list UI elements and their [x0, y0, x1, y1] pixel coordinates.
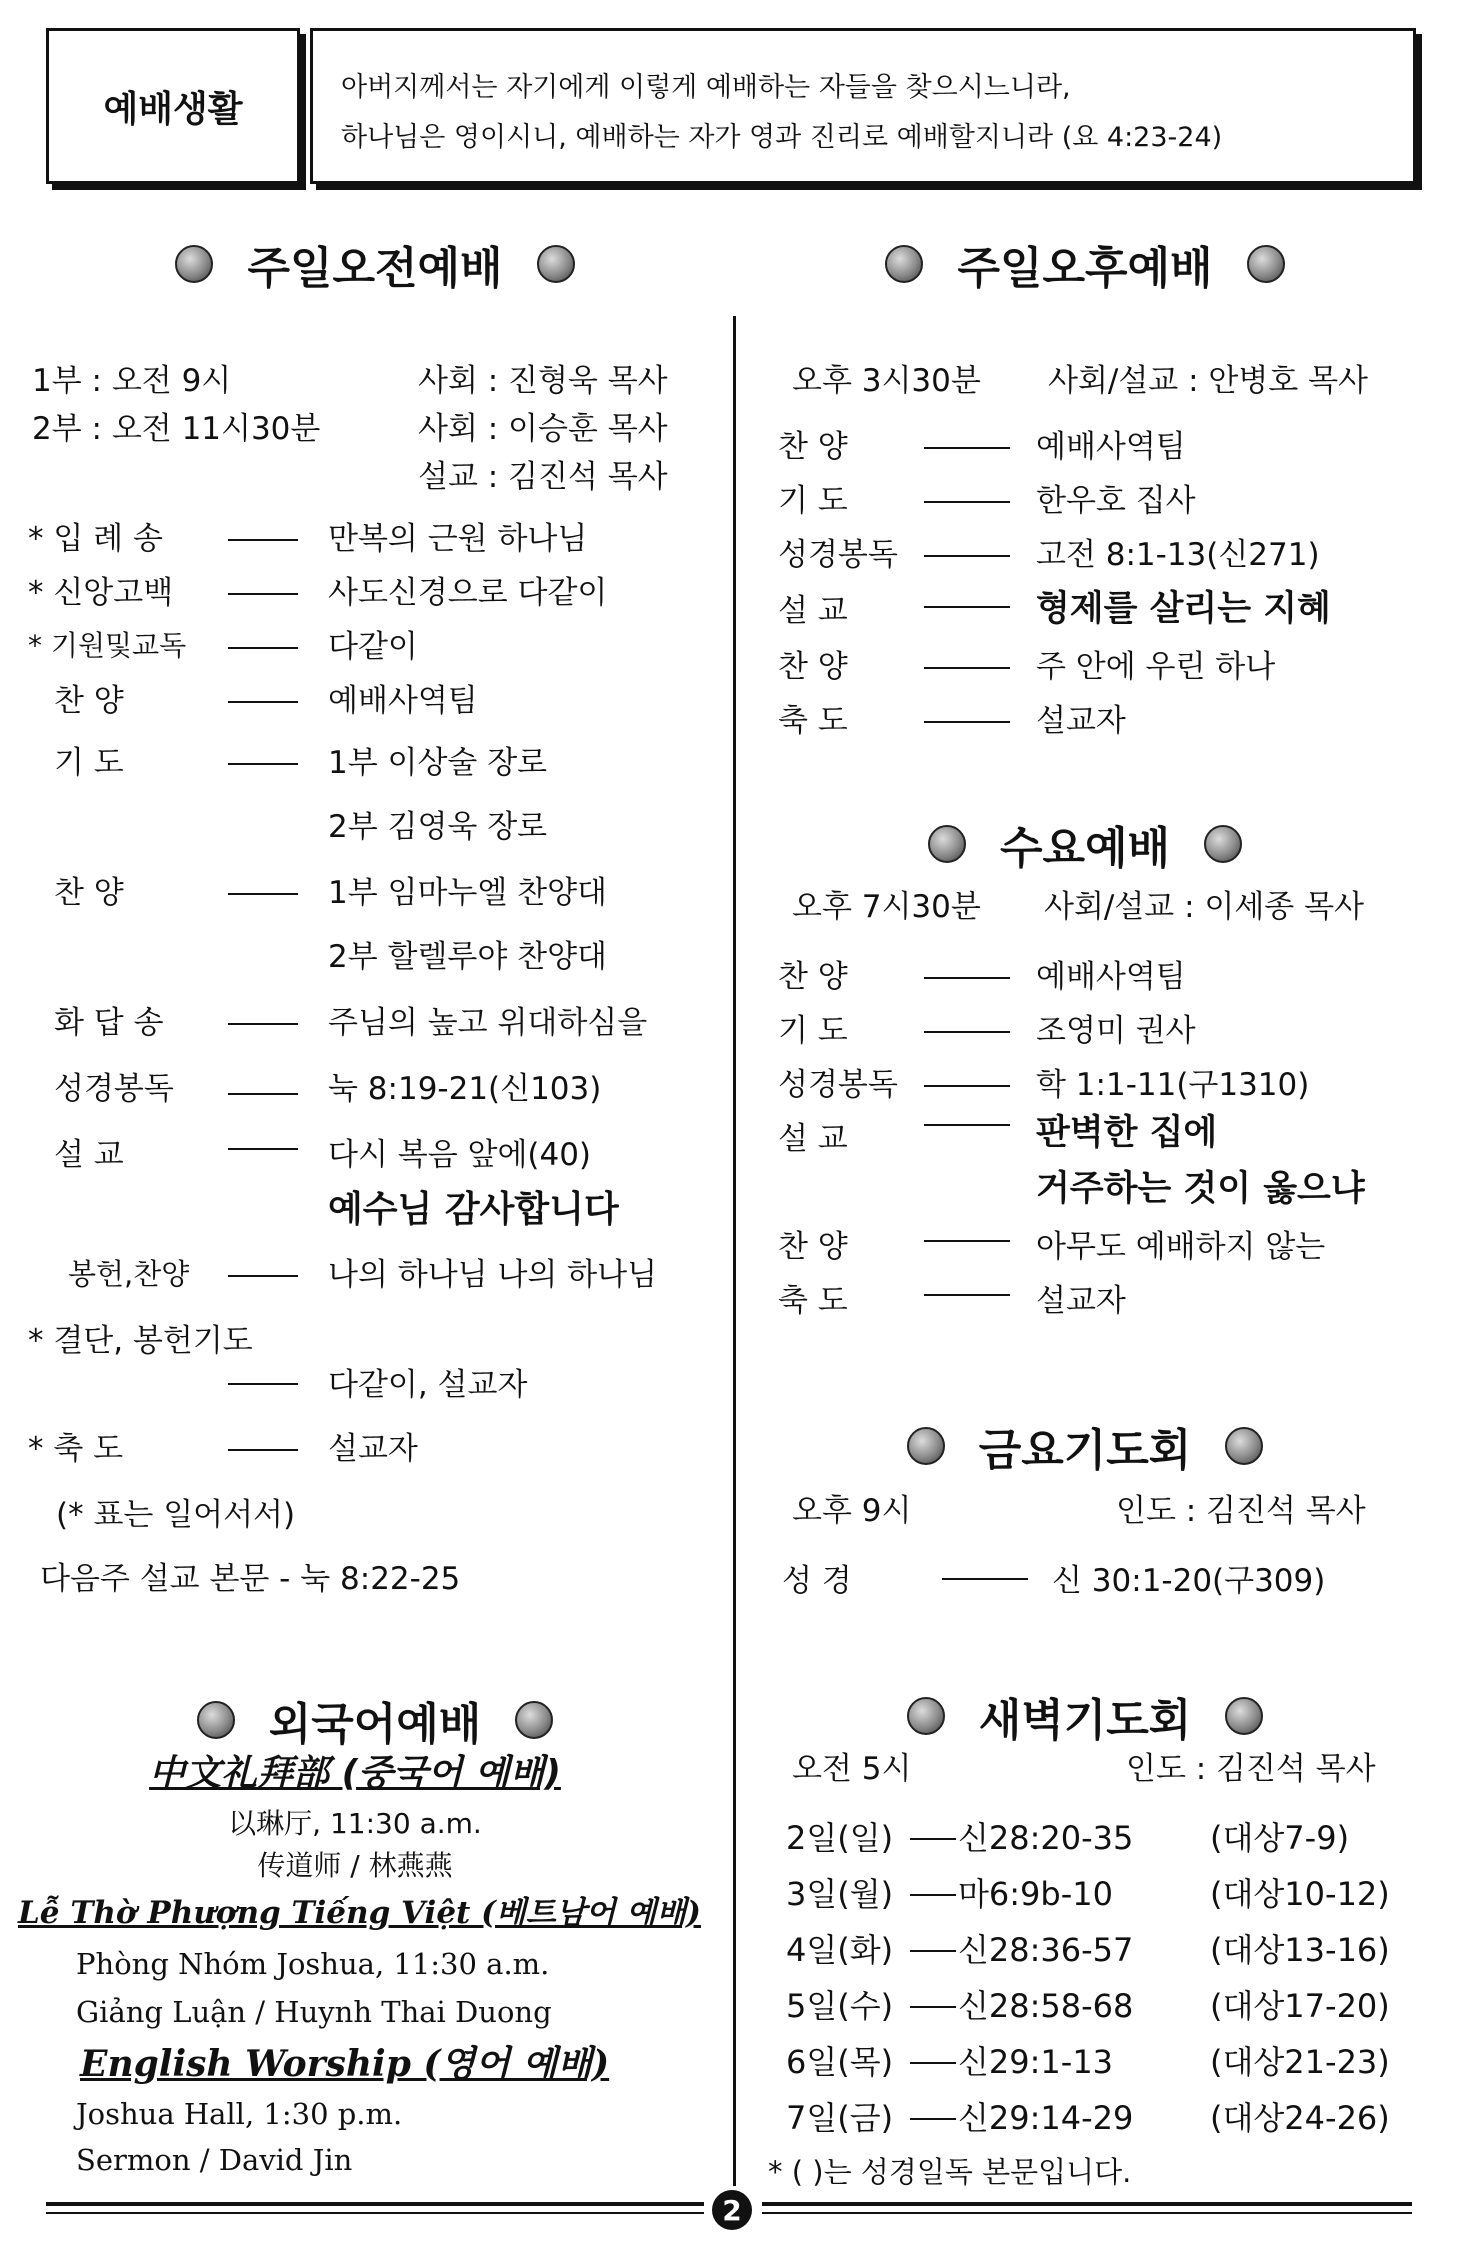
order-value: 눅 8:19-21(신103)	[328, 1071, 602, 1107]
order-label: * 입 례 송	[28, 521, 163, 557]
friday-leader: 인도 : 김진석 목사	[1116, 1493, 1366, 1529]
order-value: 한우호 집사	[1036, 483, 1196, 519]
bullet-dot-icon	[928, 825, 966, 863]
dawn-text: 신28:20-35	[958, 1819, 1134, 1857]
afternoon-host: 사회/설교 : 안병호 목사	[1048, 363, 1368, 399]
order-label: 기 도	[778, 1013, 848, 1049]
morning-time-1: 1부 : 오전 9시	[32, 363, 232, 399]
dawn-text: 신28:58-68	[958, 1987, 1134, 2025]
bullet-dot-icon	[1225, 1697, 1263, 1735]
order-value: 다같이	[328, 629, 418, 665]
order-label: 기 도	[54, 745, 124, 781]
order-label: 화 답 송	[54, 1005, 164, 1041]
bullet-dot-icon	[1204, 825, 1242, 863]
morning-title: 주일오전예배	[247, 243, 503, 294]
next-week-text: 다음주 설교 본문 - 눅 8:22-25	[40, 1561, 461, 1597]
wednesday-title: 수요예배	[999, 823, 1170, 874]
order-label: 성경봉독	[54, 1071, 174, 1107]
order-label: * 결단, 봉헌기도	[28, 1323, 253, 1359]
order-value: 예배사역팀	[1036, 429, 1186, 465]
order-label: 찬 양	[778, 429, 848, 465]
order-value: 만복의 근원 하나님	[328, 521, 588, 557]
english-worship-place: Joshua Hall, 1:30 p.m.	[76, 2097, 403, 2131]
standing-note: (* 표는 일어서서)	[56, 1497, 296, 1533]
order-label: 성 경	[782, 1563, 852, 1599]
dawn-reading: (대상17-20)	[1210, 1987, 1390, 2025]
order-label: * 기원및교독	[28, 629, 187, 662]
order-label: * 신앙고백	[28, 575, 174, 611]
dawn-text: 신29:1-13	[958, 2043, 1114, 2081]
viet-worship-title: Lễ Thờ Phượng Tiếng Việt (베트남어 예배)	[18, 1895, 701, 1931]
sermon-title: 예수님 감사합니다	[328, 1189, 619, 1230]
foreign-title: 외국어예배	[268, 1699, 482, 1750]
dawn-time: 오전 5시	[792, 1751, 912, 1787]
morning-host-1: 사회 : 진형욱 목사	[418, 363, 668, 399]
viet-worship-place: Phòng Nhóm Joshua, 11:30 a.m.	[76, 1947, 550, 1981]
chinese-worship-title: 中文礼拜部 (중국어 예배)	[149, 1753, 561, 1794]
sermon-title: 형제를 살리는 지혜	[1036, 589, 1331, 629]
wednesday-host: 사회/설교 : 이세종 목사	[1044, 889, 1364, 925]
order-label: 설 교	[54, 1137, 124, 1173]
order-value: 고전 8:1-13(신271)	[1036, 537, 1320, 573]
order-value: 학 1:1-11(구1310)	[1036, 1067, 1310, 1103]
bullet-dot-icon	[197, 1701, 235, 1739]
footer-rule	[762, 2212, 1412, 2214]
english-worship-preacher: Sermon / David Jin	[76, 2143, 353, 2177]
friday-time: 오후 9시	[792, 1493, 912, 1529]
order-label: 찬 양	[54, 683, 124, 719]
order-label: 설 교	[778, 593, 848, 629]
order-value: 주 안에 우린 하나	[1036, 649, 1276, 685]
dawn-reading: (대상7-9)	[1210, 1819, 1350, 1857]
afternoon-title: 주일오후예배	[957, 243, 1213, 294]
morning-preacher: 설교 : 김진석 목사	[418, 459, 668, 495]
dawn-reading: (대상24-26)	[1210, 2099, 1390, 2137]
dawn-leader: 인도 : 김진석 목사	[1126, 1751, 1376, 1787]
order-label: 봉헌,찬양	[68, 1257, 190, 1291]
order-value: 설교자	[1036, 703, 1126, 739]
order-label: 찬 양	[778, 1229, 848, 1265]
friday-title: 금요기도회	[978, 1425, 1192, 1476]
bullet-dot-icon	[537, 245, 575, 283]
order-label: 축 도	[778, 1283, 848, 1319]
sermon-title: 거주하는 것이 옳으냐	[1036, 1169, 1365, 1209]
order-value: 아무도 예배하지 않는	[1036, 1229, 1326, 1265]
order-value: 1부 임마누엘 찬양대	[328, 875, 607, 911]
footer-rule	[762, 2202, 1412, 2206]
order-value: 예배사역팀	[328, 683, 478, 719]
wednesday-title-row	[750, 812, 1420, 876]
bullet-dot-icon	[1225, 1427, 1263, 1465]
bullet-dot-icon	[885, 245, 923, 283]
bullet-dot-icon	[907, 1697, 945, 1735]
order-value: 2부 김영욱 장로	[328, 809, 548, 845]
order-value: 사도신경으로 다같이	[328, 575, 608, 611]
dawn-day: 4일(화)	[786, 1931, 894, 1969]
footer-rule	[46, 2202, 704, 2206]
verse-box	[310, 28, 1416, 184]
dawn-title-row	[750, 1684, 1420, 1748]
order-label: 찬 양	[778, 959, 848, 995]
bullet-dot-icon	[1247, 245, 1285, 283]
bullet-dot-icon	[175, 245, 213, 283]
afternoon-title-row	[750, 232, 1420, 296]
bullet-dot-icon	[907, 1427, 945, 1465]
order-label: 기 도	[778, 483, 848, 519]
order-label: 축 도	[778, 703, 848, 739]
order-label: 찬 양	[54, 875, 124, 911]
order-value: 신 30:1-20(구309)	[1052, 1563, 1326, 1599]
order-value: 설교자	[1036, 1283, 1126, 1319]
chinese-worship-place: 以琳厅, 11:30 a.m.	[228, 1807, 482, 1840]
viet-worship-preacher: Giảng Luận / Huynh Thai Duong	[76, 1995, 552, 2029]
dawn-day: 2일(일)	[786, 1819, 894, 1857]
order-value: 1부 이상술 장로	[328, 745, 548, 781]
sermon-title: 판벽한 집에	[1036, 1113, 1218, 1153]
wednesday-time: 오후 7시30분	[792, 889, 981, 925]
dawn-day: 5일(수)	[786, 1987, 894, 2025]
order-label: 찬 양	[778, 649, 848, 685]
page-number: 2	[712, 2190, 752, 2230]
order-value: 나의 하나님 나의 하나님	[328, 1257, 658, 1293]
dawn-text: 신29:14-29	[958, 2099, 1134, 2137]
order-label: 성경봉독	[778, 1067, 898, 1103]
reading-note: * ( )는 성경일독 본문입니다.	[768, 2155, 1132, 2189]
dawn-reading: (대상21-23)	[1210, 2043, 1390, 2081]
dawn-reading: (대상13-16)	[1210, 1931, 1390, 1969]
dawn-reading: (대상10-12)	[1210, 1875, 1390, 1913]
friday-title-row	[750, 1414, 1420, 1478]
order-label: 성경봉독	[778, 537, 898, 573]
morning-host-2: 사회 : 이승훈 목사	[418, 411, 668, 447]
order-label: 설 교	[778, 1121, 848, 1157]
english-worship-title: English Worship (영어 예배)	[80, 2043, 610, 2085]
bullet-dot-icon	[515, 1701, 553, 1739]
dawn-text: 신28:36-57	[958, 1931, 1134, 1969]
column-divider	[733, 316, 736, 2186]
dawn-title: 새벽기도회	[978, 1695, 1192, 1746]
order-value: 주님의 높고 위대하심을	[328, 1005, 648, 1041]
morning-time-2: 2부 : 오전 11시30분	[32, 411, 321, 447]
foreign-title-row	[40, 1688, 710, 1752]
dawn-text: 마6:9b-10	[958, 1875, 1113, 1913]
order-value: 다시 복음 앞에(40)	[328, 1137, 592, 1173]
dawn-day: 7일(금)	[786, 2099, 894, 2137]
verse-line-2: 하나님은 영이시니, 예배하는 자가 영과 진리로 예배할지니라 (요 4:23-24)	[341, 122, 1223, 153]
verse-line-1: 아버지께서는 자기에게 이렇게 예배하는 자들을 찾으시느니라,	[341, 72, 1071, 103]
order-value: 예배사역팀	[1036, 959, 1186, 995]
section-label: 예배생활	[46, 28, 300, 184]
order-value: 조영미 권사	[1036, 1013, 1196, 1049]
footer-rule	[46, 2212, 704, 2214]
afternoon-time: 오후 3시30분	[792, 363, 981, 399]
order-value: 설교자	[328, 1431, 418, 1467]
order-label: * 축 도	[28, 1431, 124, 1467]
morning-title-row	[40, 232, 710, 296]
chinese-worship-preacher: 传道师 / 林燕燕	[257, 1849, 453, 1882]
order-value: 다같이, 설교자	[328, 1367, 528, 1403]
dawn-day: 3일(월)	[786, 1875, 894, 1913]
dawn-day: 6일(목)	[786, 2043, 894, 2081]
order-value: 2부 할렐루야 찬양대	[328, 939, 607, 975]
